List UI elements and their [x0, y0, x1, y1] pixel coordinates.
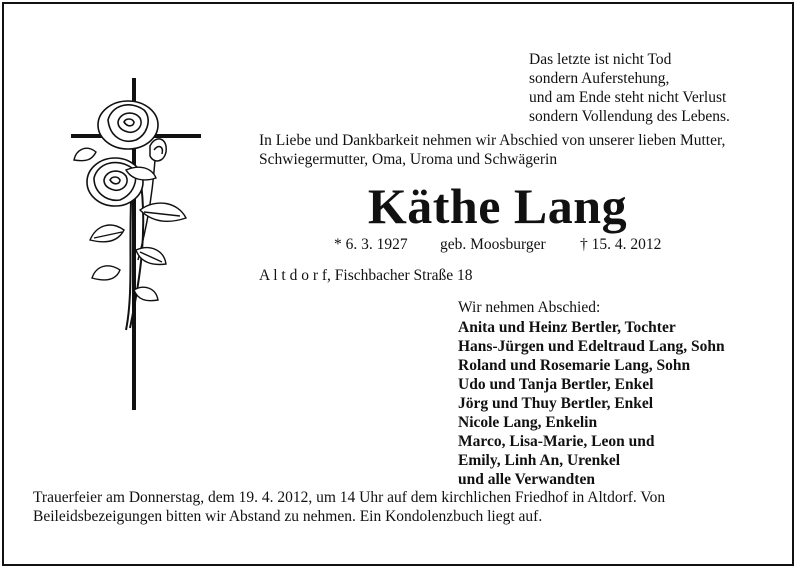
- intro-text: [259, 131, 725, 169]
- motto-line: Das letzte ist nicht Tod: [529, 51, 672, 68]
- mourner-item: Emily, Linh An, Urenkel: [458, 452, 621, 469]
- deceased-name: Käthe Lang: [367, 178, 628, 234]
- funeral-info-line: Beileidsbezeigungen bitten wir Abstand zu nehmen. Ein Kondolenzbuch liegt auf.: [33, 508, 543, 525]
- mourner-item: Udo und Tanja Bertler, Enkel: [458, 376, 654, 393]
- address: A l t d o r f, Fischbacher Straße 18: [259, 267, 473, 284]
- funeral-info-line: Trauerfeier am Donnerstag, dem 19. 4. 2012, um 14 Uhr auf dem kirchlichen Friedhof in Altdorf. Von: [33, 489, 666, 506]
- intro-line: Schwiegermutter, Oma, Uroma und Schwägerin: [259, 151, 558, 168]
- motto-verse: [529, 50, 730, 126]
- cross-with-roses-icon: [60, 60, 210, 410]
- mourner-item: Jörg und Thuy Bertler, Enkel: [458, 395, 654, 412]
- mourner-item: und alle Verwandten: [458, 471, 595, 488]
- motto-line: sondern Vollendung des Lebens.: [529, 108, 730, 125]
- intro-line: In Liebe und Dankbarkeit nehmen wir Abschied von unserer lieben Mutter,: [259, 132, 726, 149]
- birth-date: * 6. 3. 1927: [334, 236, 408, 253]
- mourner-item: Nicole Lang, Enkelin: [458, 414, 598, 431]
- mourners-title: Wir nehmen Abschied:: [458, 299, 601, 316]
- death-date: † 15. 4. 2012: [580, 236, 662, 253]
- funeral-info: [33, 488, 665, 526]
- maiden-name: geb. Moosburger: [440, 236, 546, 253]
- mourner-item: Hans-Jürgen und Edeltraud Lang, Sohn: [458, 338, 725, 355]
- motto-line: und am Ende steht nicht Verlust: [529, 89, 727, 106]
- mourners-list: [458, 318, 725, 489]
- mourner-item: Roland und Rosemarie Lang, Sohn: [458, 357, 691, 374]
- mourner-item: Marco, Lisa-Marie, Leon und: [458, 433, 655, 450]
- motto-line: sondern Auferstehung,: [529, 70, 670, 87]
- mourner-item: Anita und Heinz Bertler, Tochter: [458, 319, 676, 336]
